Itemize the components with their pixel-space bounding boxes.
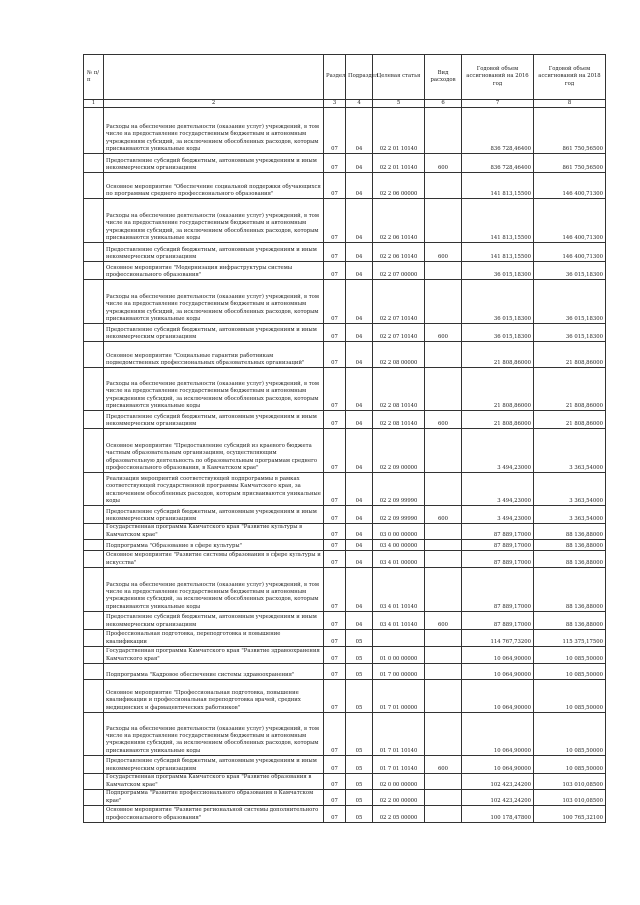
header-section: Раздел bbox=[324, 55, 346, 100]
row-num-cell bbox=[84, 551, 104, 568]
row-section-cell: 07 bbox=[324, 551, 346, 568]
row-article-cell: 02 2 07 00000 bbox=[373, 262, 425, 280]
row-subsection-cell: 05 bbox=[346, 680, 373, 713]
row-value-2016-cell: 141 813,15500 bbox=[462, 199, 534, 243]
row-num-cell bbox=[84, 411, 104, 429]
row-article-cell: 02 2 06 00000 bbox=[373, 173, 425, 199]
row-subsection-cell: 04 bbox=[346, 243, 373, 262]
row-section-cell: 07 bbox=[324, 243, 346, 262]
table-row bbox=[84, 680, 606, 713]
row-type-cell bbox=[425, 551, 462, 568]
budget-table bbox=[83, 54, 606, 823]
row-name-cell: Основное мероприятие "Развитие региональной системы дополнительного профессионального образования" bbox=[104, 806, 324, 823]
row-num-cell bbox=[84, 368, 104, 411]
row-value-2016-cell: 3 494,23000 bbox=[462, 473, 534, 506]
row-subsection-cell: 04 bbox=[346, 524, 373, 540]
row-num-cell bbox=[84, 280, 104, 324]
row-article-cell: 01 7 01 10140 bbox=[373, 756, 425, 774]
header-expense-type: Вид расходов bbox=[425, 55, 462, 100]
row-value-2016-cell: 102 423,24200 bbox=[462, 790, 534, 806]
table-row bbox=[84, 713, 606, 756]
table-row bbox=[84, 262, 606, 280]
row-article-cell: 02 2 08 10140 bbox=[373, 411, 425, 429]
row-type-cell bbox=[425, 647, 462, 664]
row-section-cell: 07 bbox=[324, 790, 346, 806]
row-value-2016-cell: 36 015,18300 bbox=[462, 280, 534, 324]
row-num-cell bbox=[84, 324, 104, 342]
row-value-2016-cell: 21 808,86000 bbox=[462, 368, 534, 411]
row-name-cell: Предоставление субсидий бюджетным, автономным учреждениям и иным некоммерческим организациям bbox=[104, 324, 324, 342]
row-value-2016-cell: 10 064,90000 bbox=[462, 756, 534, 774]
row-section-cell: 07 bbox=[324, 173, 346, 199]
row-value-2018-cell: 10 085,50000 bbox=[534, 680, 606, 713]
row-article-cell: 02 2 00 00000 bbox=[373, 790, 425, 806]
table-row bbox=[84, 664, 606, 680]
row-name-cell: Основное мероприятие "Предоставление субсидий из краевого бюджета частным образовательным организациям, осуществляющим образовательную деятельность по образовательным программам среднего профессионального образования, в Камчатском крае" bbox=[104, 429, 324, 473]
row-value-2016-cell: 10 064,90000 bbox=[462, 680, 534, 713]
header-year-2016-title: Годовой объем ассигнований на 2016 год bbox=[466, 65, 529, 87]
row-subsection-cell: 04 bbox=[346, 429, 373, 473]
row-subsection-cell: 04 bbox=[346, 506, 373, 524]
row-section-cell: 07 bbox=[324, 280, 346, 324]
row-article-cell: 02 2 07 10140 bbox=[373, 280, 425, 324]
row-subsection-cell: 04 bbox=[346, 551, 373, 568]
row-num-cell bbox=[84, 774, 104, 790]
row-subsection-cell: 04 bbox=[346, 280, 373, 324]
row-value-2018-cell: 861 750,56500 bbox=[534, 108, 606, 154]
row-section-cell: 07 bbox=[324, 524, 346, 540]
row-type-cell bbox=[425, 664, 462, 680]
row-name-cell: Профессиональная подготовка, переподготовка и повышение квалификации bbox=[104, 630, 324, 647]
row-value-2016-cell: 87 889,17000 bbox=[462, 551, 534, 568]
row-name-cell: Основное мероприятие "Развитие системы образования в сфере культуры и искусства" bbox=[104, 551, 324, 568]
row-value-2016-cell: 836 728,46400 bbox=[462, 154, 534, 173]
table-row bbox=[84, 429, 606, 473]
table-row bbox=[84, 806, 606, 823]
row-name-cell: Предоставление субсидий бюджетным, автономным учреждениям и иным некоммерческим организациям bbox=[104, 506, 324, 524]
table-row bbox=[84, 280, 606, 324]
column-number-cell: 1 bbox=[84, 100, 104, 108]
table-row bbox=[84, 173, 606, 199]
table-row bbox=[84, 612, 606, 630]
row-subsection-cell: 04 bbox=[346, 108, 373, 154]
row-type-cell: 600 bbox=[425, 506, 462, 524]
row-value-2016-cell: 102 423,24200 bbox=[462, 774, 534, 790]
row-subsection-cell: 05 bbox=[346, 630, 373, 647]
row-article-cell: 02 2 08 10140 bbox=[373, 368, 425, 411]
row-name-cell: Реализация мероприятий соответствующей подпрограммы в рамках соответствующей государственной программы Камчатского края, за исключением обособленных расходов, которым присваиваются уникальные коды bbox=[104, 473, 324, 506]
row-name-cell: Предоставление субсидий бюджетным, автономным учреждениям и иным некоммерческим организациям bbox=[104, 756, 324, 774]
row-type-cell: 600 bbox=[425, 411, 462, 429]
table-row bbox=[84, 756, 606, 774]
row-section-cell: 07 bbox=[324, 324, 346, 342]
row-article-cell: 02 2 05 00000 bbox=[373, 806, 425, 823]
table-row bbox=[84, 568, 606, 612]
row-type-cell bbox=[425, 262, 462, 280]
row-num-cell bbox=[84, 243, 104, 262]
row-num-cell bbox=[84, 790, 104, 806]
row-subsection-cell: 04 bbox=[346, 540, 373, 551]
row-value-2016-cell: 3 494,23000 bbox=[462, 429, 534, 473]
row-section-cell: 07 bbox=[324, 154, 346, 173]
table-row bbox=[84, 524, 606, 540]
row-article-cell: 03 0 00 00000 bbox=[373, 524, 425, 540]
row-value-2016-cell: 3 494,23000 bbox=[462, 506, 534, 524]
row-value-2016-cell: 141 813,15500 bbox=[462, 173, 534, 199]
row-type-cell bbox=[425, 199, 462, 243]
row-section-cell: 07 bbox=[324, 756, 346, 774]
header-year-2016 bbox=[462, 55, 534, 100]
row-article-cell: 01 0 00 00000 bbox=[373, 647, 425, 664]
row-name-cell: Подпрограмма "Развитие профессионального образования в Камчатском крае" bbox=[104, 790, 324, 806]
row-value-2018-cell: 3 363,54000 bbox=[534, 429, 606, 473]
row-subsection-cell: 04 bbox=[346, 324, 373, 342]
row-num-cell bbox=[84, 647, 104, 664]
row-article-cell: 02 2 09 99990 bbox=[373, 506, 425, 524]
row-article-cell: 02 2 07 10140 bbox=[373, 324, 425, 342]
header-year-2018 bbox=[534, 55, 606, 100]
row-name-cell: Расходы на обеспечение деятельности (оказание услуг) учреждений, в том числе на предоставление государственным бюджетным и автономным учреждениям субсидий, за исключением обособленных расходов, которым присваиваются уникальные коды bbox=[104, 280, 324, 324]
table-row bbox=[84, 540, 606, 551]
row-value-2016-cell: 87 889,17000 bbox=[462, 524, 534, 540]
row-value-2018-cell: 10 085,50000 bbox=[534, 756, 606, 774]
header-subsection: Подраздел bbox=[346, 55, 373, 100]
row-article-cell: 02 2 01 10140 bbox=[373, 108, 425, 154]
column-number-cell: 6 bbox=[425, 100, 462, 108]
row-section-cell: 07 bbox=[324, 568, 346, 612]
table-row bbox=[84, 473, 606, 506]
row-type-cell bbox=[425, 108, 462, 154]
row-type-cell bbox=[425, 630, 462, 647]
row-name-cell: Государственная программа Камчатского края "Развитие здравоохранения Камчатского края" bbox=[104, 647, 324, 664]
row-type-cell bbox=[425, 713, 462, 756]
row-value-2016-cell: 114 767,73200 bbox=[462, 630, 534, 647]
row-section-cell: 07 bbox=[324, 473, 346, 506]
row-type-cell bbox=[425, 280, 462, 324]
row-type-cell bbox=[425, 473, 462, 506]
row-section-cell: 07 bbox=[324, 199, 346, 243]
row-subsection-cell: 04 bbox=[346, 173, 373, 199]
row-section-cell: 07 bbox=[324, 680, 346, 713]
table-row bbox=[84, 411, 606, 429]
row-type-cell bbox=[425, 680, 462, 713]
row-value-2018-cell: 10 085,50000 bbox=[534, 664, 606, 680]
row-value-2016-cell: 21 808,86000 bbox=[462, 411, 534, 429]
row-value-2018-cell: 88 136,88000 bbox=[534, 568, 606, 612]
row-value-2018-cell: 21 808,86000 bbox=[534, 368, 606, 411]
row-subsection-cell: 05 bbox=[346, 713, 373, 756]
row-subsection-cell: 05 bbox=[346, 806, 373, 823]
row-name-cell: Государственная программа Камчатского края "Развитие образования в Камчатском крае" bbox=[104, 774, 324, 790]
row-value-2016-cell: 21 808,86000 bbox=[462, 342, 534, 368]
row-section-cell: 07 bbox=[324, 774, 346, 790]
row-num-cell bbox=[84, 756, 104, 774]
row-subsection-cell: 04 bbox=[346, 199, 373, 243]
table-row bbox=[84, 199, 606, 243]
row-num-cell bbox=[84, 612, 104, 630]
row-type-cell bbox=[425, 568, 462, 612]
row-num-cell bbox=[84, 473, 104, 506]
column-number-cell: 5 bbox=[373, 100, 425, 108]
row-num-cell bbox=[84, 342, 104, 368]
row-article-cell: 02 2 06 10140 bbox=[373, 199, 425, 243]
row-num-cell bbox=[84, 630, 104, 647]
row-value-2016-cell: 10 064,90000 bbox=[462, 664, 534, 680]
row-value-2018-cell: 88 136,88000 bbox=[534, 540, 606, 551]
row-name-cell: Предоставление субсидий бюджетным, автономным учреждениям и иным некоммерческим организациям bbox=[104, 612, 324, 630]
row-article-cell: 03 4 01 00000 bbox=[373, 551, 425, 568]
row-section-cell: 07 bbox=[324, 806, 346, 823]
row-type-cell bbox=[425, 368, 462, 411]
row-num-cell bbox=[84, 108, 104, 154]
row-subsection-cell: 05 bbox=[346, 756, 373, 774]
row-name-cell: Основное мероприятие "Социальные гарантии работникам подведомственных профессиональных образовательных организаций" bbox=[104, 342, 324, 368]
row-subsection-cell: 04 bbox=[346, 342, 373, 368]
table-row bbox=[84, 368, 606, 411]
row-article-cell: 02 2 06 10140 bbox=[373, 243, 425, 262]
row-article-cell: 02 2 01 10140 bbox=[373, 154, 425, 173]
row-value-2018-cell: 115 375,17500 bbox=[534, 630, 606, 647]
row-value-2018-cell: 861 750,56500 bbox=[534, 154, 606, 173]
row-type-cell bbox=[425, 524, 462, 540]
row-type-cell: 600 bbox=[425, 243, 462, 262]
header-year-2018-title: Годовой объем ассигнований на 2018 год bbox=[538, 65, 601, 87]
row-section-cell: 07 bbox=[324, 368, 346, 411]
row-type-cell bbox=[425, 429, 462, 473]
row-type-cell: 600 bbox=[425, 154, 462, 173]
row-num-cell bbox=[84, 429, 104, 473]
row-value-2018-cell: 36 015,18300 bbox=[534, 262, 606, 280]
row-num-cell bbox=[84, 154, 104, 173]
table-body bbox=[84, 55, 606, 823]
row-value-2018-cell: 100 765,32100 bbox=[534, 806, 606, 823]
header-num: № п/п bbox=[84, 55, 104, 100]
row-type-cell bbox=[425, 806, 462, 823]
table-row bbox=[84, 324, 606, 342]
row-type-cell: 600 bbox=[425, 612, 462, 630]
row-section-cell: 07 bbox=[324, 612, 346, 630]
row-section-cell: 07 bbox=[324, 262, 346, 280]
row-name-cell: Предоставление субсидий бюджетным, автономным учреждениям и иным некоммерческим организациям bbox=[104, 243, 324, 262]
row-name-cell: Основное мероприятие "Профессиональная подготовка, повышение квалификации и профессиональная переподготовка врачей, средних медицинских и фармацевтических работников" bbox=[104, 680, 324, 713]
row-value-2016-cell: 87 889,17000 bbox=[462, 540, 534, 551]
row-name-cell: Основное мероприятие "Модернизация инфраструктуры системы профессионального образования" bbox=[104, 262, 324, 280]
table-row bbox=[84, 774, 606, 790]
row-subsection-cell: 04 bbox=[346, 262, 373, 280]
row-num-cell bbox=[84, 540, 104, 551]
row-name-cell: Подпрограмма "Образование в сфере культуры" bbox=[104, 540, 324, 551]
row-value-2018-cell: 21 808,86000 bbox=[534, 411, 606, 429]
column-number-cell: 2 bbox=[104, 100, 324, 108]
row-article-cell: 01 7 01 00000 bbox=[373, 680, 425, 713]
row-num-cell bbox=[84, 506, 104, 524]
row-subsection-cell: 05 bbox=[346, 774, 373, 790]
row-name-cell: Государственная программа Камчатского края "Развитие культуры в Камчатском крае" bbox=[104, 524, 324, 540]
row-name-cell: Основное мероприятие "Обеспечение социальной поддержки обучающихся по программам среднего профессионального образования" bbox=[104, 173, 324, 199]
row-value-2018-cell: 36 015,18300 bbox=[534, 280, 606, 324]
row-name-cell: Предоставление субсидий бюджетным, автономным учреждениям и иным некоммерческим организациям bbox=[104, 154, 324, 173]
row-value-2018-cell: 3 363,54000 bbox=[534, 506, 606, 524]
table-row bbox=[84, 790, 606, 806]
table-row bbox=[84, 630, 606, 647]
row-name-cell: Расходы на обеспечение деятельности (оказание услуг) учреждений, в том числе на предоставление государственным бюджетным и автономным учреждениям субсидий, за исключением обособленных расходов, которым присваиваются уникальные коды bbox=[104, 568, 324, 612]
row-num-cell bbox=[84, 664, 104, 680]
row-value-2016-cell: 836 728,46400 bbox=[462, 108, 534, 154]
row-value-2016-cell: 36 015,18300 bbox=[462, 324, 534, 342]
row-value-2018-cell: 3 363,54000 bbox=[534, 473, 606, 506]
row-value-2016-cell: 141 813,15500 bbox=[462, 243, 534, 262]
row-article-cell: 03 4 01 10140 bbox=[373, 612, 425, 630]
row-section-cell: 07 bbox=[324, 664, 346, 680]
row-num-cell bbox=[84, 524, 104, 540]
row-article-cell: 03 4 01 10140 bbox=[373, 568, 425, 612]
row-value-2016-cell: 100 178,47800 bbox=[462, 806, 534, 823]
row-type-cell bbox=[425, 342, 462, 368]
row-value-2016-cell: 10 064,90000 bbox=[462, 647, 534, 664]
row-value-2018-cell: 103 010,08500 bbox=[534, 774, 606, 790]
row-value-2018-cell: 10 085,50000 bbox=[534, 713, 606, 756]
row-section-cell: 07 bbox=[324, 342, 346, 368]
row-value-2018-cell: 21 808,86000 bbox=[534, 342, 606, 368]
row-value-2016-cell: 87 889,17000 bbox=[462, 568, 534, 612]
row-name-cell: Расходы на обеспечение деятельности (оказание услуг) учреждений, в том числе на предоставление государственным бюджетным и автономным учреждениям субсидий, за исключением обособленных расходов, которым присваиваются уникальные коды bbox=[104, 368, 324, 411]
table-row bbox=[84, 108, 606, 154]
row-num-cell bbox=[84, 713, 104, 756]
row-type-cell bbox=[425, 790, 462, 806]
row-name-cell: Расходы на обеспечение деятельности (оказание услуг) учреждений, в том числе на предоставление государственным бюджетным и автономным учреждениям субсидий, за исключением обособленных расходов, которым присваиваются уникальные коды bbox=[104, 108, 324, 154]
row-section-cell: 07 bbox=[324, 713, 346, 756]
column-number-cell: 7 bbox=[462, 100, 534, 108]
row-value-2018-cell: 146 400,71300 bbox=[534, 199, 606, 243]
row-name-cell: Расходы на обеспечение деятельности (оказание услуг) учреждений, в том числе на предоставление государственным бюджетным и автономным учреждениям субсидий, за исключением обособленных расходов, которым присваиваются уникальные коды bbox=[104, 713, 324, 756]
row-num-cell bbox=[84, 262, 104, 280]
row-type-cell bbox=[425, 540, 462, 551]
table-row bbox=[84, 506, 606, 524]
row-subsection-cell: 05 bbox=[346, 664, 373, 680]
row-value-2018-cell: 146 400,71300 bbox=[534, 173, 606, 199]
table-row bbox=[84, 647, 606, 664]
row-subsection-cell: 04 bbox=[346, 368, 373, 411]
row-value-2016-cell: 10 064,90000 bbox=[462, 713, 534, 756]
header-name bbox=[104, 55, 324, 100]
column-number-cell: 8 bbox=[534, 100, 606, 108]
column-numbers-row bbox=[84, 100, 606, 108]
row-section-cell: 07 bbox=[324, 429, 346, 473]
row-type-cell: 600 bbox=[425, 756, 462, 774]
row-article-cell: 03 4 00 00000 bbox=[373, 540, 425, 551]
table-row bbox=[84, 243, 606, 262]
row-value-2018-cell: 88 136,88000 bbox=[534, 612, 606, 630]
row-value-2018-cell: 36 015,18300 bbox=[534, 324, 606, 342]
row-value-2018-cell: 103 010,08500 bbox=[534, 790, 606, 806]
row-article-cell: 01 7 00 00000 bbox=[373, 664, 425, 680]
column-number-cell: 3 bbox=[324, 100, 346, 108]
row-num-cell bbox=[84, 199, 104, 243]
row-subsection-cell: 04 bbox=[346, 154, 373, 173]
row-subsection-cell: 05 bbox=[346, 647, 373, 664]
row-subsection-cell: 04 bbox=[346, 411, 373, 429]
row-article-cell: 02 2 09 99990 bbox=[373, 473, 425, 506]
row-article-cell: 02 0 00 00000 bbox=[373, 774, 425, 790]
row-num-cell bbox=[84, 806, 104, 823]
row-value-2018-cell: 146 400,71300 bbox=[534, 243, 606, 262]
header-target-article: Целевая статья bbox=[373, 55, 425, 100]
row-num-cell bbox=[84, 680, 104, 713]
row-article-cell: 01 7 01 10140 bbox=[373, 713, 425, 756]
row-article-cell: 02 2 08 00000 bbox=[373, 342, 425, 368]
row-section-cell: 07 bbox=[324, 630, 346, 647]
row-section-cell: 07 bbox=[324, 506, 346, 524]
row-value-2016-cell: 87 889,17000 bbox=[462, 612, 534, 630]
row-subsection-cell: 04 bbox=[346, 612, 373, 630]
table-header-row bbox=[84, 55, 606, 100]
row-num-cell bbox=[84, 568, 104, 612]
row-subsection-cell: 05 bbox=[346, 790, 373, 806]
row-type-cell bbox=[425, 173, 462, 199]
row-section-cell: 07 bbox=[324, 108, 346, 154]
table-row bbox=[84, 342, 606, 368]
column-number-cell: 4 bbox=[346, 100, 373, 108]
row-value-2018-cell: 88 136,88000 bbox=[534, 551, 606, 568]
row-section-cell: 07 bbox=[324, 647, 346, 664]
row-value-2018-cell: 88 136,88000 bbox=[534, 524, 606, 540]
row-name-cell: Предоставление субсидий бюджетным, автономным учреждениям и иным некоммерческим организациям bbox=[104, 411, 324, 429]
row-subsection-cell: 04 bbox=[346, 473, 373, 506]
row-section-cell: 07 bbox=[324, 411, 346, 429]
row-type-cell: 600 bbox=[425, 324, 462, 342]
row-value-2016-cell: 36 015,18300 bbox=[462, 262, 534, 280]
row-section-cell: 07 bbox=[324, 540, 346, 551]
row-subsection-cell: 04 bbox=[346, 568, 373, 612]
row-article-cell bbox=[373, 630, 425, 647]
row-name-cell: Расходы на обеспечение деятельности (оказание услуг) учреждений, в том числе на предоставление государственным бюджетным и автономным учреждениям субсидий, за исключением обособленных расходов, которым присваиваются уникальные коды bbox=[104, 199, 324, 243]
row-name-cell: Подпрограмма "Кадровое обеспечение системы здравоохранения" bbox=[104, 664, 324, 680]
row-num-cell bbox=[84, 173, 104, 199]
table-row bbox=[84, 551, 606, 568]
row-article-cell: 02 2 09 00000 bbox=[373, 429, 425, 473]
row-type-cell bbox=[425, 774, 462, 790]
row-value-2018-cell: 10 085,50000 bbox=[534, 647, 606, 664]
table-row bbox=[84, 154, 606, 173]
